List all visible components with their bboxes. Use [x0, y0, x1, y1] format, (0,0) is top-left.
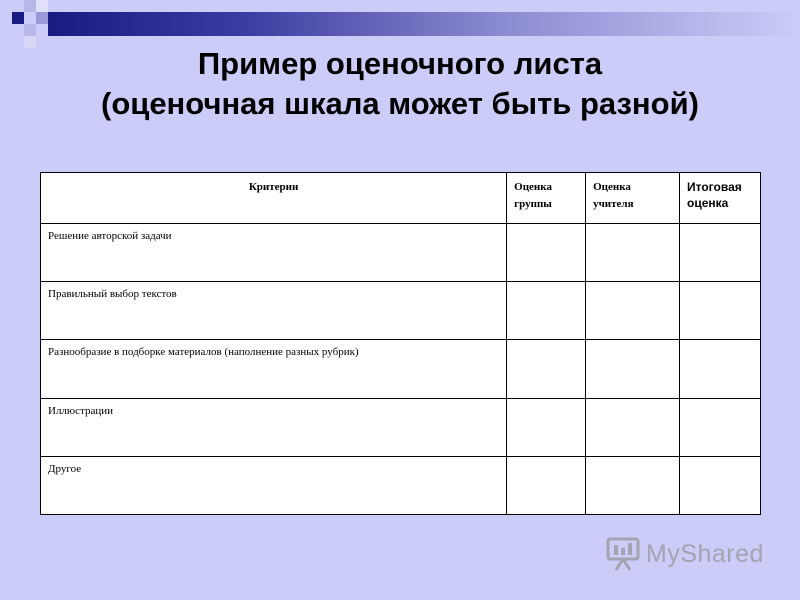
final-score-cell[interactable] [680, 456, 761, 514]
teacher-score-cell[interactable] [586, 340, 680, 398]
criterion-cell: Правильный выбор текстов [41, 282, 507, 340]
group-score-cell[interactable] [507, 340, 586, 398]
group-score-cell[interactable] [507, 398, 586, 456]
final-score-cell[interactable] [680, 282, 761, 340]
slide-title [0, 44, 800, 124]
slide-title-line-1: Пример оценочного листа [197, 46, 603, 81]
table-row [41, 340, 761, 398]
header-teacher-score [586, 173, 680, 224]
final-score-cell[interactable] [680, 224, 761, 282]
criterion-cell: Иллюстрации [41, 398, 507, 456]
decoration-square [24, 0, 36, 12]
group-score-cell[interactable] [507, 224, 586, 282]
header-final-score-line-2: оценка [687, 196, 729, 210]
header-final-score-line-1: Итоговая [687, 180, 742, 194]
decoration-square [12, 12, 24, 24]
header-final-score [680, 173, 761, 224]
myshared-logo [606, 536, 764, 572]
watermark-text: MyShared [646, 539, 764, 568]
final-score-cell[interactable] [680, 340, 761, 398]
decoration-square [24, 24, 36, 36]
table-row [41, 456, 761, 514]
criterion-cell: Решение авторской задачи [41, 224, 507, 282]
table-header-row [41, 173, 761, 224]
table-row [41, 282, 761, 340]
table-row [41, 224, 761, 282]
group-score-cell[interactable] [507, 456, 586, 514]
header-group-score [507, 173, 586, 224]
teacher-score-cell[interactable] [586, 282, 680, 340]
header-group-score-line-2: группы [514, 198, 552, 210]
criterion-cell: Разнообразие в подборке материалов (наполнение разных рубрик) [41, 340, 507, 398]
header-decoration-bar [48, 12, 800, 36]
header-teacher-score-line-2: учителя [593, 198, 634, 210]
teacher-score-cell[interactable] [586, 398, 680, 456]
assessment-sheet-table [40, 172, 761, 515]
decoration-square [36, 12, 48, 24]
header-teacher-score-line-1: Оценка [593, 181, 631, 193]
header-criteria: Критерии [41, 173, 507, 224]
teacher-score-cell[interactable] [586, 456, 680, 514]
table-row [41, 398, 761, 456]
slide-title-line-2: (оценочная шкала может быть разной) [101, 86, 699, 121]
group-score-cell[interactable] [507, 282, 586, 340]
header-group-score-line-1: Оценка [514, 181, 552, 193]
final-score-cell[interactable] [680, 398, 761, 456]
decoration-square [36, 0, 48, 12]
presentation-board-icon [606, 536, 640, 572]
teacher-score-cell[interactable] [586, 224, 680, 282]
criterion-cell: Другое [41, 456, 507, 514]
